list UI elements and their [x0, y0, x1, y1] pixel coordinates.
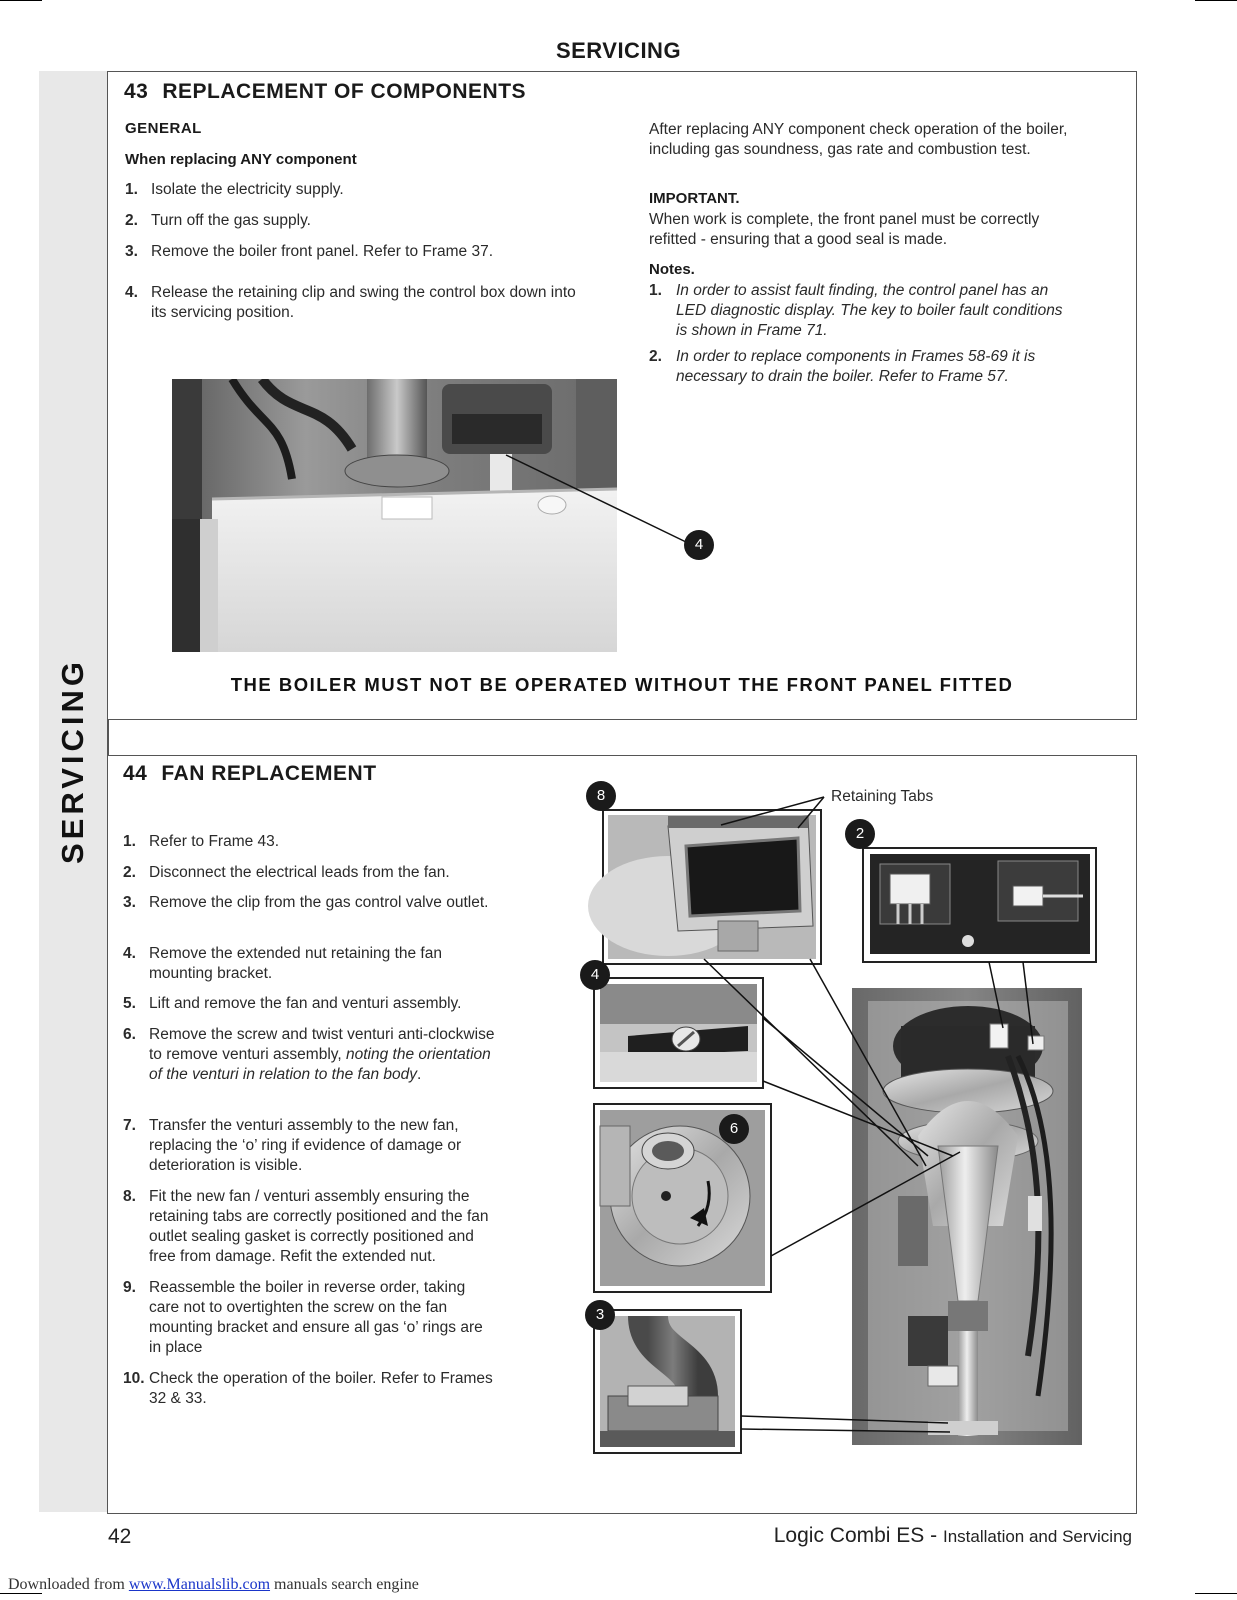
- footer-product-sub: Installation and Servicing: [942, 1527, 1132, 1546]
- footer-title: [774, 1524, 1132, 1548]
- step-text: Release the retaining clip and swing the control box down into its servicing position.: [151, 284, 576, 321]
- step-text: Reassemble the boiler in reverse order, taking care not to overtighten the screw on the fan mounting bracket and ensure all gas ‘o’ rings are in place: [149, 1279, 483, 1356]
- step-number: 2.: [125, 212, 138, 229]
- side-tab-label: SERVICING: [55, 658, 90, 864]
- step-text-italic: noting the orientation of the venturi in relation to the fan body: [149, 1046, 491, 1083]
- step-text-tail: .: [416, 1066, 422, 1083]
- detail-electrical-connector: [863, 848, 1096, 962]
- crop-mark: [1195, 0, 1237, 1]
- step-text: Lift and remove the fan and venturi assembly.: [149, 995, 462, 1012]
- general-heading: GENERAL: [125, 120, 202, 137]
- callout-badge: 8: [586, 781, 616, 811]
- step-text: Check the operation of the boiler. Refer to Frames 32 & 33.: [149, 1370, 493, 1407]
- frame-number: 44: [123, 762, 148, 785]
- step-number: 3.: [123, 894, 136, 911]
- manualslib-link[interactable]: www.Manualslib.com: [128, 1576, 271, 1593]
- step-number: 8.: [123, 1188, 136, 1205]
- note-number: 1.: [649, 282, 662, 299]
- step-text: Remove the extended nut retaining the fan mounting bracket.: [149, 945, 442, 982]
- step-text: Remove the boiler front panel. Refer to Frame 37.: [151, 243, 494, 260]
- callout-badge: 4: [684, 530, 714, 560]
- download-prefix: Downloaded from: [8, 1576, 129, 1593]
- crop-mark: [0, 0, 42, 1]
- retaining-tabs-label: Retaining Tabs: [831, 788, 934, 805]
- step-text: Refer to Frame 43.: [149, 833, 280, 850]
- download-suffix: manuals search engine: [270, 1576, 419, 1593]
- step-number: 10.: [123, 1370, 145, 1387]
- step-number: 3.: [125, 243, 138, 260]
- callout-badge: 2: [845, 819, 875, 849]
- fan-replacement-illustration: [108, 756, 1136, 1513]
- step-number: 4.: [125, 284, 138, 301]
- callout-badge: 3: [585, 1300, 615, 1330]
- footer-product: Logic Combi ES -: [773, 1524, 943, 1547]
- step-text: Remove the clip from the gas control valve outlet.: [149, 894, 489, 911]
- frame-43: [107, 71, 1137, 720]
- callout-badge: 6: [719, 1114, 749, 1144]
- important-text: When work is complete, the front panel must be correctly refitted - ensuring that a good seal is made.: [649, 211, 1040, 248]
- main-fan-photo: [852, 988, 1082, 1445]
- detail-extended-nut: [594, 978, 763, 1088]
- download-banner: [8, 1576, 419, 1594]
- callout-leader-lines: [108, 72, 1136, 719]
- step-text: Transfer the venturi assembly to the new fan, replacing the ‘o’ ring if evidence of damage or deterioration is visible.: [149, 1117, 462, 1174]
- frame-title-text: REPLACEMENT OF COMPONENTS: [162, 80, 527, 103]
- step-number: 2.: [123, 864, 136, 881]
- detail-retaining-tabs: [588, 810, 821, 964]
- step-text: Turn off the gas supply.: [151, 212, 311, 229]
- step-number: 5.: [123, 995, 136, 1012]
- step-number: 4.: [123, 945, 136, 962]
- frame-44: [107, 755, 1137, 1514]
- step-number: 6.: [123, 1026, 136, 1043]
- notes-heading: Notes.: [649, 261, 695, 278]
- warning-text: THE BOILER MUST NOT BE OPERATED WITHOUT THE FRONT PANEL FITTED: [230, 674, 1014, 695]
- step-text: Disconnect the electrical leads from the fan.: [149, 864, 450, 881]
- callout-badge: 4: [580, 960, 610, 990]
- note-text: In order to replace components in Frames 58-69 it is necessary to drain the boiler. Refer to Frame 57.: [676, 348, 1036, 385]
- note-text: In order to assist fault finding, the control panel has an LED diagnostic display. The key to boiler fault conditions is shown in Frame 71.: [676, 282, 1063, 339]
- important-heading: IMPORTANT.: [649, 190, 740, 207]
- note-number: 2.: [649, 348, 662, 365]
- step-number: 7.: [123, 1117, 136, 1134]
- step-text: Isolate the electricity supply.: [151, 181, 344, 198]
- step-number: 1.: [123, 833, 136, 850]
- step-text: Fit the new fan / venturi assembly ensuring the retaining tabs are correctly positioned and the fan outlet sealing gasket is correctly positioned and free from damage. Refit the extended nut.: [149, 1188, 489, 1265]
- frame-number: 43: [124, 80, 149, 103]
- page-number: 42: [108, 1525, 132, 1548]
- step-text-plain: Remove the screw and twist venturi anti-clockwise to remove venturi assembly,: [149, 1026, 495, 1063]
- after-replacing-text: After replacing ANY component check operation of the boiler, including gas soundness, gas rate and combustion test.: [649, 121, 1068, 158]
- step-number: 1.: [125, 181, 138, 198]
- side-tab: [39, 71, 109, 1512]
- crop-mark: [1195, 1593, 1237, 1594]
- detail-gas-valve-clip: [594, 1310, 741, 1453]
- frame-title-text: FAN REPLACEMENT: [161, 762, 377, 785]
- subheading: When replacing ANY component: [125, 151, 357, 168]
- step-number: 9.: [123, 1279, 136, 1296]
- page-header: SERVICING: [555, 38, 682, 63]
